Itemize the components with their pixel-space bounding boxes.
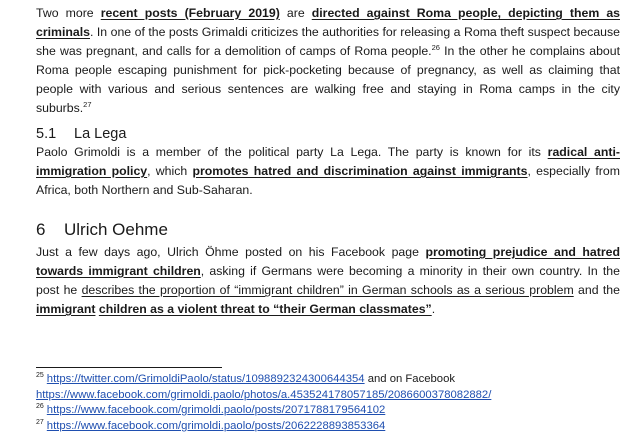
highlight-anti-immigration: radical anti-immigration policy [36,145,620,178]
text: Paolo Grimoldi is a member of the political party La Lega. The party is known for its [36,145,548,159]
underline-proportion-problem: describes the proportion of “immigrant children” in German schools as a serious problem [82,283,574,297]
text: In the other he complains about Roma people escaping punishment for pick-pocketing because of pregnancy, as well as claiming that people with various and serious sentences are walking free and staying in Roma camps in the city suburbs. [36,44,620,115]
footnote-link[interactable]: https://www.facebook.com/grimoldi.paolo/photos/a.453524178057185/2086600378082882/ [36,389,491,401]
text: , especially from Africa, both Northern and Sub-Saharan. [36,164,620,197]
highlight-recent-posts: recent posts (February 2019) [101,6,280,20]
text: Just a few days ago, Ulrich Öhme posted on his Facebook page [36,245,425,259]
paragraph-ulrich-oehme [36,243,620,319]
footnote-number: 26 [36,403,44,410]
footnote-link[interactable]: https://www.facebook.com/grimoldi.paolo/posts/2071788179564102 [47,404,386,416]
section-title: La Lega [74,126,126,142]
footnote-link[interactable]: https://www.facebook.com/grimoldi.paolo/posts/2062228893853364 [47,420,386,432]
highlight-immigrant: immigrant [36,302,95,316]
footnote-25-continued [36,388,626,404]
paragraph-la-lega [36,143,620,200]
section-title: Ulrich Oehme [64,220,168,239]
text: Two more [36,6,101,20]
text: , which [147,164,192,178]
footnote-26 [36,403,626,419]
section-number: 6 [36,219,64,241]
footnote-text: and on Facebook [365,373,455,385]
text: . [432,302,435,316]
paragraph-roma-posts [36,4,620,118]
section-heading-5-1 [36,124,126,144]
highlight-directed-against-roma: directed against Roma people, depicting them as criminals [36,6,620,39]
section-number: 5.1 [36,124,74,144]
section-heading-6 [36,219,168,241]
footnote-ref-27[interactable]: 27 [83,100,91,109]
highlight-prejudice-hatred: promoting prejudice and hatred towards immigrant children [36,245,620,278]
text: are [280,6,312,20]
footnote-link[interactable]: https://twitter.com/GrimoldiPaolo/status/1098892324300644354 [47,373,365,385]
footnote-separator [36,367,222,368]
footnote-25 [36,372,626,388]
text: . In one of the posts Grimaldi criticizes the authorities for releasing a Roma theft suspect because she was pregnant, and calls for a demolition of camps of Roma people. [36,25,620,58]
footnote-number: 25 [36,372,44,379]
footnote-number: 27 [36,419,44,426]
footnotes [36,372,626,434]
footnote-27 [36,419,626,434]
text: , asking if Germans were becoming a minority in their own country. In the post he [36,264,620,297]
footnote-ref-26[interactable]: 26 [432,43,440,52]
highlight-hatred-discrimination: promotes hatred and discrimination against immigrants [192,164,527,178]
text: and the [574,283,620,297]
highlight-violent-threat: children as a violent threat to “their German classmates” [99,302,432,316]
